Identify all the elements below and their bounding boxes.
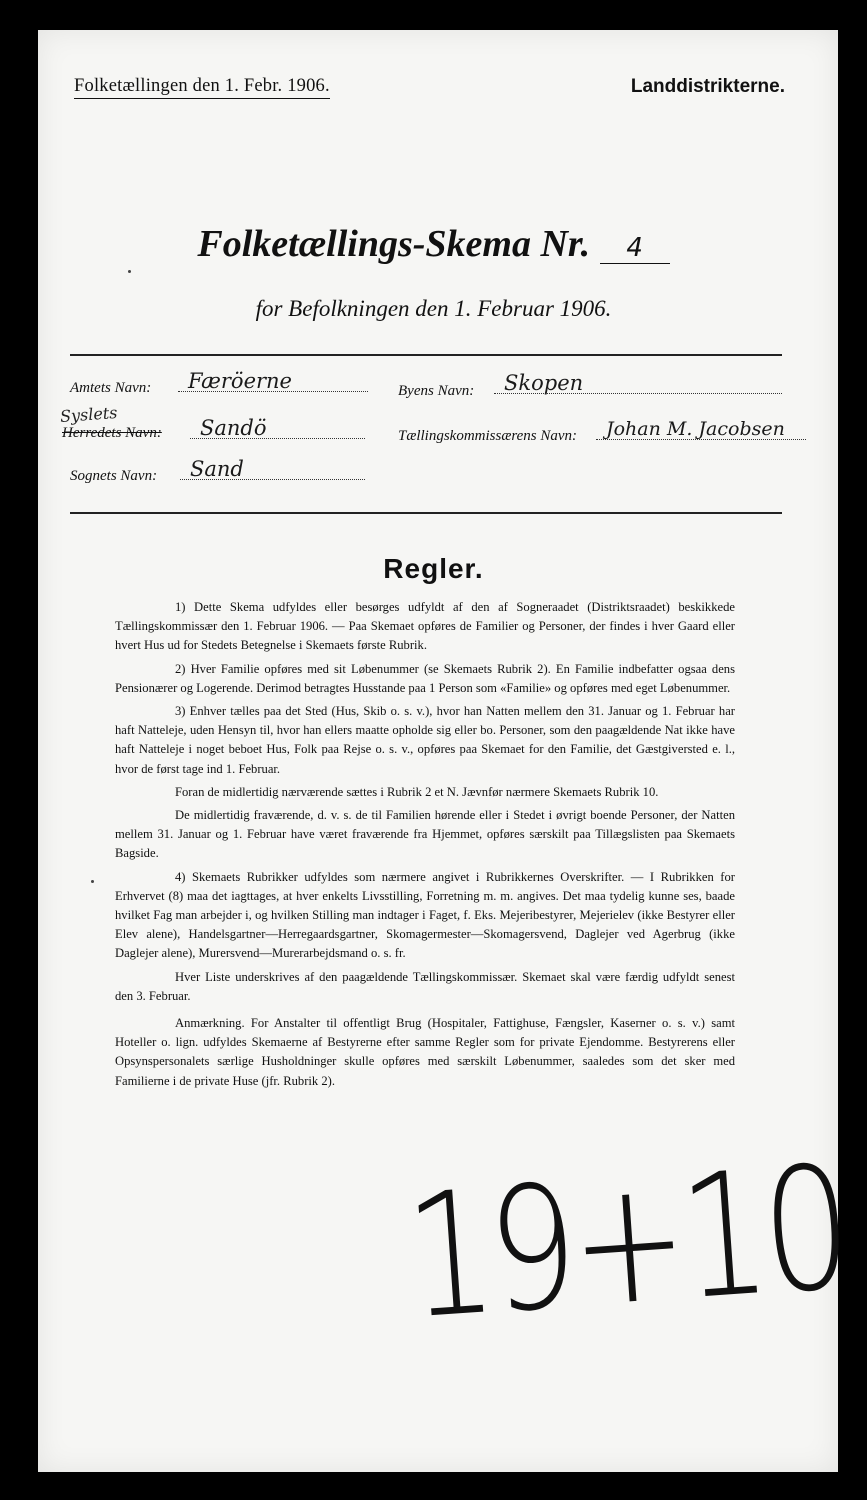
herred-label [62,425,162,442]
herred-field[interactable]: Sandö [190,417,365,439]
district-type-label: Landdistrikterne. [630,76,785,97]
amt-label: Amtets Navn: [70,380,152,396]
rule-paragraph: De midlertidig fraværende, d. v. s. de til Familien hørende eller i Stedet i øvrigt boende Personer, der Natten mellem 31. Januar og 1. Februar have været fraværende fra Hjemmet, opføres særskilt paa Tillægslisten paa Skemaets Bagside. [115,808,735,861]
margin-mark [128,270,131,273]
by-label: Byens Navn: [398,383,475,399]
form-title-text: Folketællings-Skema Nr. [197,223,591,265]
rule-paragraph: 2) Hver Familie opføres med sit Løbenummer (se Skemaets Rubrik 2). En Familie indbefatter ogsaa dens Pensionærer og Logerende. Derimod betragtes Husstande paa 1 Person som «Familie» og opføres med eget Løbenummer. [115,661,735,695]
margin-mark [91,880,94,883]
form-subtitle: for Befolkningen den 1. Februar 1906. [255,296,612,321]
rule-paragraph: Foran de midlertidig nærværende sættes i Rubrik 2 et N. Jævnfør nærmere Skemaets Rubrik 10. [175,784,659,799]
amt-field[interactable]: Færöerne [178,370,368,392]
rules-body [115,598,735,1095]
herred-label-text: Herredets Navn: [62,425,162,441]
rule-paragraph: 3) Enhver tælles paa det Sted (Hus, Skib o. s. v.), hvor han Natten mellem den 31. Januar og 1. Februar har haft Natteleje, uden Hensyn til, hvor han ellers maatte opholde sig eller bo. Personer, som den paagældende Nat ikke have haft Natteleje i noget beboet Hus, Folk paa Rejse o. s. v., opføres paa Skemaet for den Familie, det Gæstgiversted e. l., hvor de først tage ind 1. Februar. [115,704,735,776]
kommissaer-field[interactable]: Johan M. Jacobsen [596,418,806,440]
sogn-field[interactable]: Sand [180,458,365,480]
by-field[interactable]: Skopen [494,372,782,394]
top-divider [70,354,782,356]
census-header-date: Folketællingen den 1. Febr. 1906. [74,76,330,99]
rule-paragraph: 1) Dette Skema udfyldes eller besørges udfyldt af den af Sogneraadet (Distriktsraadet) beskikkede Tællingskommissær den 1. Februar 1906. — Paa Skemaet opføres de Familier og Personer, der findes i hver Gaard eller hvert Hus ud for Stedets Betegnelse i Skemaets første Rubrik. [115,600,735,653]
handwritten-number: 19+10 [400,1129,852,1358]
rule-paragraph: 4) Skemaets Rubrikker udfyldes som nærmere angivet i Rubrikkernes Overskrifter. — I Rubrikken for Erhvervet (8) maa det iagttages, at hver enkelts Livsstilling, Forretning m. m. angives. Det maa tydelig kunne ses, baade hvilket Fag man arbejder i, og hvilken Stilling man indtager i Faget, f. Eks. Mejeribestyrer, Mejerielev (ikke Bestyrer eller Elev alene), Handelsgartner—Herregaardsgartner, Skomagermester—Skomagersvend, Daglejer ved Agerbrug (ikke Daglejer alene), Murersvend—Murerarbejdsmand o. s. fr. [115,869,735,961]
kommissaer-label: Tællingskommissærens Navn: [398,428,578,444]
rules-heading: Regler. [383,553,484,584]
bottom-divider [70,512,782,514]
sogn-label: Sognets Navn: [70,468,158,484]
rule-paragraph: Hver Liste underskrives af den paagældende Tællingskommissær. Skemaet skal være færdig udfyldt senest den 3. Februar. [115,969,735,1003]
herred-overwrite: Syslets [59,403,119,426]
form-number: 4 [600,233,670,264]
annotation-paragraph: Anmærkning. For Anstalter til offentligt Brug (Hospitaler, Fattighuse, Fængsler, Kaserner o. s. v.) samt Hoteller o. lign. udfyldes Skemaerne af Bestyrerne efter samme Regler som for private Ejendomme. Bestyrerens eller Opsynspersonalets særlige Husholdninger skulle opføres med særskilt Løbenummer, saaledes som det sker med Familierne i de private Huse (jfr. Rubrik 2). [115,1016,735,1088]
form-title [0,222,867,266]
